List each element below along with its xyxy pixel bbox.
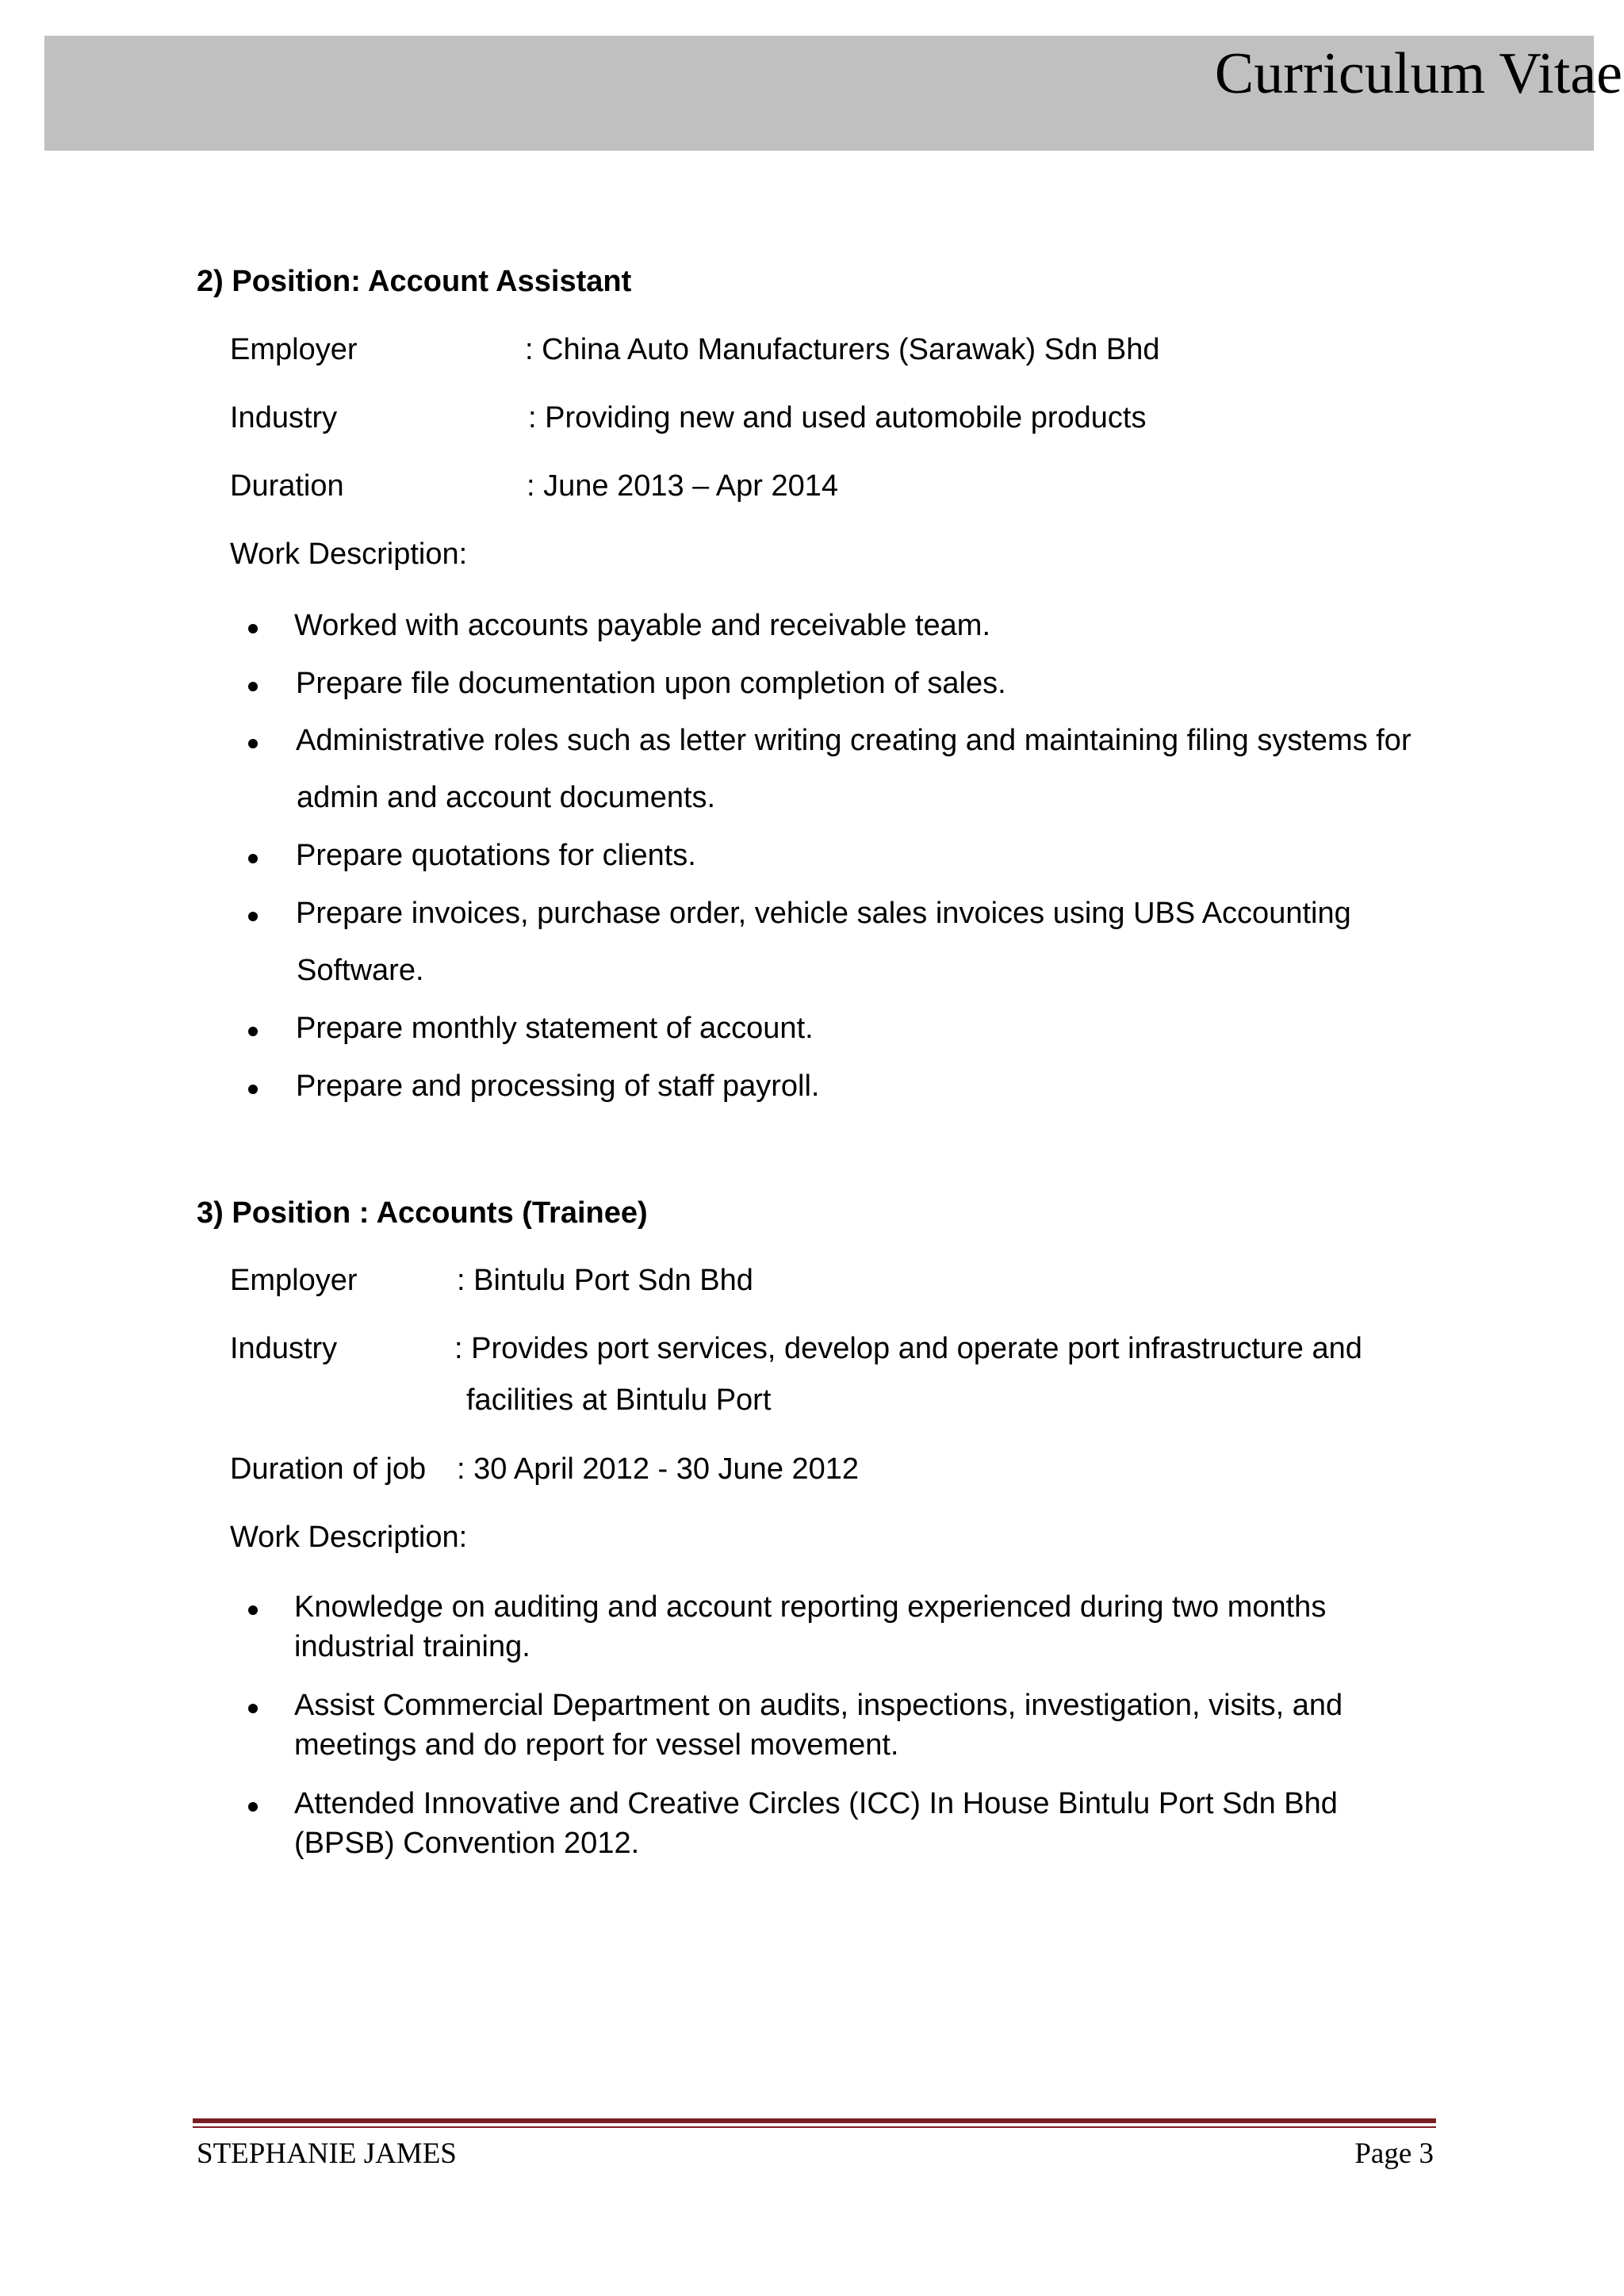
bullet-icon xyxy=(248,1704,258,1713)
bullet-text: Prepare monthly statement of account. xyxy=(296,1012,814,1045)
bullet-text: Assist Commercial Department on audits, inspections, investigation, visits, and xyxy=(294,1689,1343,1722)
bullet-text: Prepare invoices, purchase order, vehicle sales invoices using UBS Accounting xyxy=(296,897,1351,930)
duration-label: Duration of job xyxy=(230,1452,427,1486)
industry-value: : Provides port services, develop and operate port infrastructure and xyxy=(454,1332,1362,1365)
bullet-icon xyxy=(248,1027,258,1036)
position-2-duration xyxy=(230,469,838,505)
position-3-duration xyxy=(230,1452,860,1488)
position-3-work-description-label: Work Description: xyxy=(230,1521,468,1554)
bullet-text: Worked with accounts payable and receivable team. xyxy=(294,609,991,642)
bullet-icon xyxy=(248,1085,258,1094)
bullet-text: Administrative roles such as letter writing creating and maintaining filing systems for xyxy=(296,724,1411,757)
position-3-industry xyxy=(230,1331,1362,1368)
footer-rule-thin xyxy=(193,2126,1436,2128)
duration-value: : 30 April 2012 - 30 June 2012 xyxy=(457,1452,860,1486)
bullet-icon xyxy=(248,739,258,748)
employer-value: : China Auto Manufacturers (Sarawak) Sdn Bhd xyxy=(525,333,1160,366)
bullet-text: Attended Innovative and Creative Circles (ICC) In House Bintulu Port Sdn Bhd xyxy=(294,1787,1338,1820)
position-3-industry-continued: facilities at Bintulu Port xyxy=(466,1383,772,1417)
bullet-icon xyxy=(248,1605,258,1615)
employer-value: : Bintulu Port Sdn Bhd xyxy=(457,1264,753,1297)
bullet-icon xyxy=(248,624,258,633)
position-2-heading: 2) Position: Account Assistant xyxy=(197,265,632,298)
bullet-text: Prepare file documentation upon completion of sales. xyxy=(296,667,1006,700)
position-2-bullet-5-continued: Software. xyxy=(297,954,424,987)
footer-rule-thick xyxy=(193,2118,1436,2123)
bullet-icon xyxy=(248,1802,258,1812)
position-2-industry xyxy=(230,400,1147,437)
employer-label: Employer xyxy=(230,1264,358,1297)
position-3-heading: 3) Position : Accounts (Trainee) xyxy=(197,1196,648,1230)
position-2-bullet-3-continued: admin and account documents. xyxy=(297,781,716,814)
position-2-work-description-label: Work Description: xyxy=(230,538,468,571)
position-3-bullet-2-continued: meetings and do report for vessel movement. xyxy=(294,1728,899,1762)
industry-label: Industry xyxy=(230,401,338,434)
position-3-employer xyxy=(230,1263,753,1299)
bullet-text: Prepare quotations for clients. xyxy=(296,839,696,872)
industry-value: : Providing new and used automobile products xyxy=(528,401,1147,434)
position-3-bullet-3-continued: (BPSB) Convention 2012. xyxy=(294,1827,640,1860)
duration-value: : June 2013 – Apr 2014 xyxy=(527,469,838,503)
bullet-icon xyxy=(248,912,258,921)
bullet-text: Prepare and processing of staff payroll. xyxy=(296,1070,820,1103)
duration-label: Duration xyxy=(230,469,344,503)
document-title: Curriculum Vitae xyxy=(1214,41,1622,106)
industry-label: Industry xyxy=(230,1332,338,1365)
position-3-bullet-1-continued: industrial training. xyxy=(294,1630,530,1663)
bullet-text: Knowledge on auditing and account reporting experienced during two months xyxy=(294,1590,1327,1624)
footer-author-name: STEPHANIE JAMES xyxy=(197,2137,457,2170)
employer-label: Employer xyxy=(230,333,358,366)
position-2-employer xyxy=(230,332,1160,369)
bullet-icon xyxy=(248,682,258,691)
footer-page-number: Page 3 xyxy=(1354,2137,1434,2170)
bullet-icon xyxy=(248,854,258,863)
